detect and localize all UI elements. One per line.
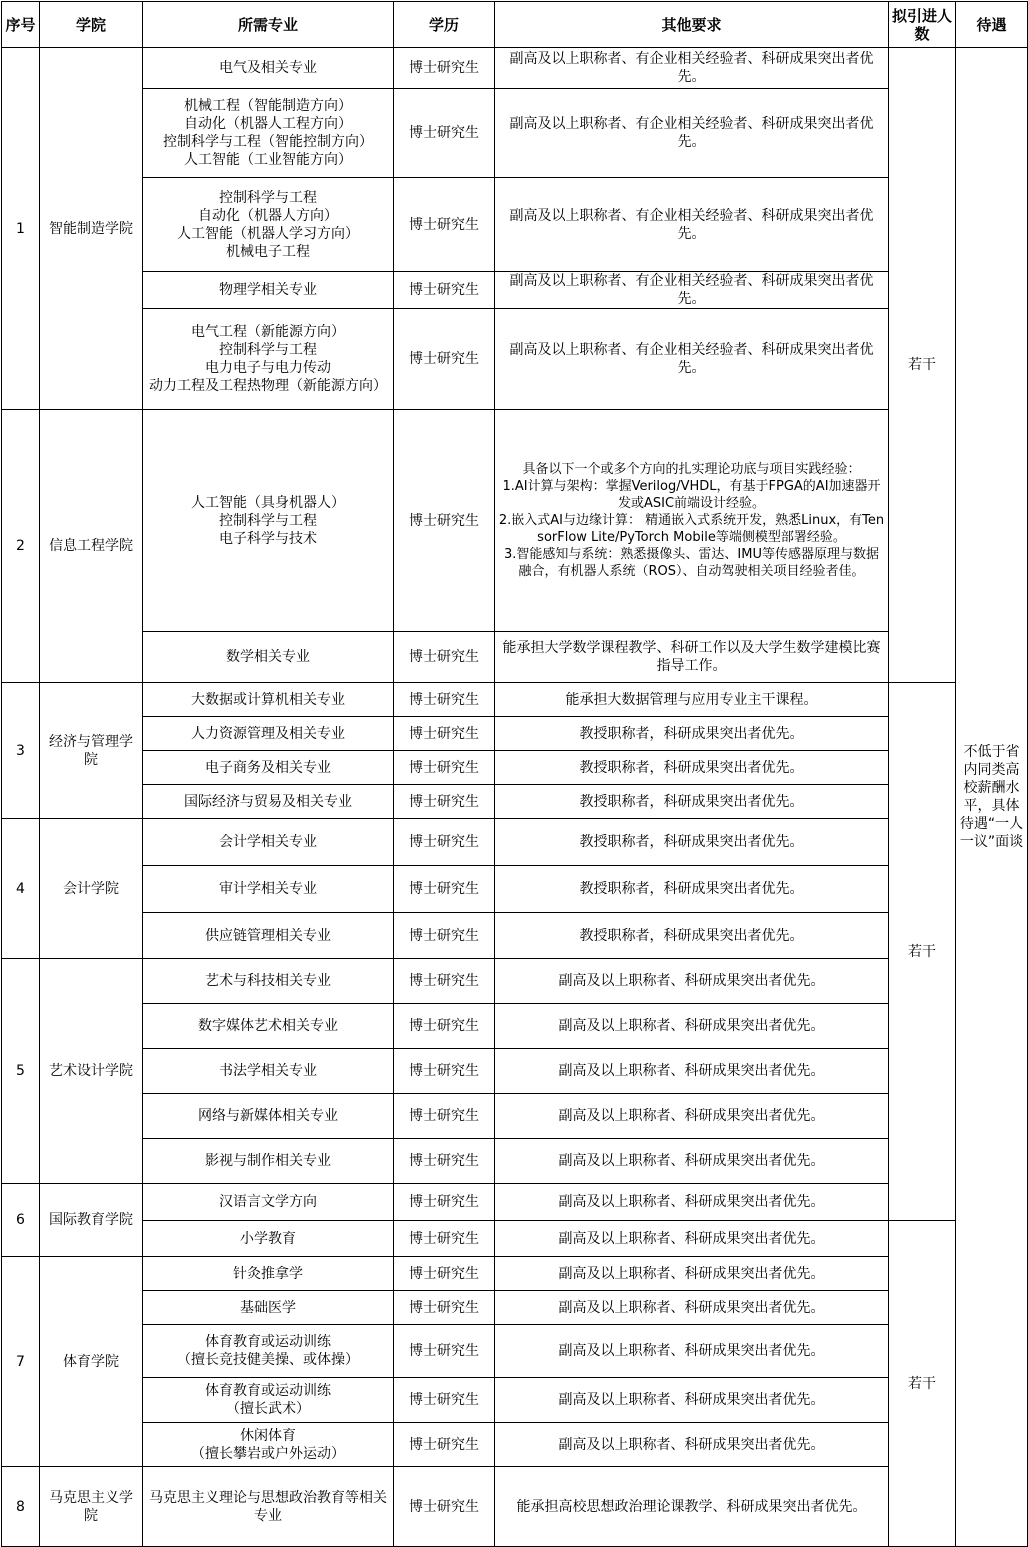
major-cell: 人力资源管理及相关专业 xyxy=(143,717,394,751)
college-cell: 智能制造学院 xyxy=(40,48,143,410)
table-row xyxy=(2,272,1028,309)
table-row xyxy=(2,1325,1028,1378)
table-row xyxy=(2,785,1028,819)
college-cell: 会计学院 xyxy=(40,819,143,959)
degree-cell: 博士研究生 xyxy=(394,1423,495,1467)
seq-cell: 6 xyxy=(2,1184,40,1257)
table-row xyxy=(2,1467,1028,1547)
degree-cell: 博士研究生 xyxy=(394,1049,495,1094)
table-row xyxy=(2,48,1028,89)
count-cell: 若干 xyxy=(889,683,956,1221)
header-major: 所需专业 xyxy=(143,2,394,48)
degree-cell: 博士研究生 xyxy=(394,1139,495,1184)
degree-cell: 博士研究生 xyxy=(394,913,495,959)
table-row xyxy=(2,959,1028,1004)
degree-cell: 博士研究生 xyxy=(394,683,495,717)
requirement-cell: 副高及以上职称者、科研成果突出者优先。 xyxy=(495,1423,889,1467)
header-other: 其他要求 xyxy=(495,2,889,48)
major-cell: 小学教育 xyxy=(143,1221,394,1257)
degree-cell: 博士研究生 xyxy=(394,410,495,632)
degree-cell: 博士研究生 xyxy=(394,959,495,1004)
degree-cell: 博士研究生 xyxy=(394,1467,495,1547)
header-benefit: 待遇 xyxy=(956,2,1028,48)
seq-cell: 5 xyxy=(2,959,40,1184)
table-row xyxy=(2,1094,1028,1139)
seq-cell: 8 xyxy=(2,1467,40,1547)
major-cell: 供应链管理相关专业 xyxy=(143,913,394,959)
degree-cell: 博士研究生 xyxy=(394,272,495,309)
table-row xyxy=(2,1004,1028,1049)
recruitment-table xyxy=(1,1,1028,1547)
requirement-cell: 教授职称者，科研成果突出者优先。 xyxy=(495,866,889,913)
major-cell: 体育教育或运动训练 （擅长武术） xyxy=(143,1378,394,1423)
degree-cell: 博士研究生 xyxy=(394,48,495,89)
degree-cell: 博士研究生 xyxy=(394,1094,495,1139)
major-cell: 马克思主义理论与思想政治教育等相关专业 xyxy=(143,1467,394,1547)
college-cell: 国际教育学院 xyxy=(40,1184,143,1257)
requirement-cell: 能承担大学数学课程教学、科研工作以及大学生数学建模比赛指导工作。 xyxy=(495,632,889,683)
major-cell: 人工智能（具身机器人） 控制科学与工程 电子科学与技术 xyxy=(143,410,394,632)
table-row xyxy=(2,1257,1028,1291)
requirement-cell: 副高及以上职称者、有企业相关经验者、科研成果突出者优先。 xyxy=(495,178,889,272)
degree-cell: 博士研究生 xyxy=(394,751,495,785)
degree-cell: 博士研究生 xyxy=(394,866,495,913)
requirement-cell: 副高及以上职称者、科研成果突出者优先。 xyxy=(495,1221,889,1257)
degree-cell: 博士研究生 xyxy=(394,1291,495,1325)
requirement-cell: 副高及以上职称者、科研成果突出者优先。 xyxy=(495,1139,889,1184)
requirement-cell: 能承担大数据管理与应用专业主干课程。 xyxy=(495,683,889,717)
major-cell: 电气及相关专业 xyxy=(143,48,394,89)
table-row xyxy=(2,717,1028,751)
table-row xyxy=(2,866,1028,913)
major-cell: 机械工程（智能制造方向） 自动化（机器人工程方向） 控制科学与工程（智能控制方向） 人工智能（工业智能方向） xyxy=(143,89,394,178)
requirement-cell: 副高及以上职称者、有企业相关经验者、科研成果突出者优先。 xyxy=(495,48,889,89)
requirement-cell: 副高及以上职称者、科研成果突出者优先。 xyxy=(495,1094,889,1139)
major-cell: 艺术与科技相关专业 xyxy=(143,959,394,1004)
major-cell: 书法学相关专业 xyxy=(143,1049,394,1094)
major-cell: 控制科学与工程 自动化（机器人方向） 人工智能（机器人学习方向） 机械电子工程 xyxy=(143,178,394,272)
requirement-cell: 副高及以上职称者、有企业相关经验者、科研成果突出者优先。 xyxy=(495,272,889,309)
degree-cell: 博士研究生 xyxy=(394,309,495,410)
college-cell: 体育学院 xyxy=(40,1257,143,1467)
degree-cell: 博士研究生 xyxy=(394,1184,495,1221)
major-cell: 影视与制作相关专业 xyxy=(143,1139,394,1184)
major-cell: 电气工程（新能源方向） 控制科学与工程 电力电子与电力传动 动力工程及工程热物理（新能源方向） xyxy=(143,309,394,410)
seq-cell: 2 xyxy=(2,410,40,683)
table-row xyxy=(2,1221,1028,1257)
seq-cell: 4 xyxy=(2,819,40,959)
college-cell: 马克思主义学院 xyxy=(40,1467,143,1547)
requirement-cell: 副高及以上职称者、科研成果突出者优先。 xyxy=(495,1325,889,1378)
requirement-cell: 副高及以上职称者、科研成果突出者优先。 xyxy=(495,1184,889,1221)
header-degree: 学历 xyxy=(394,2,495,48)
requirement-cell: 教授职称者，科研成果突出者优先。 xyxy=(495,785,889,819)
table-row xyxy=(2,819,1028,866)
requirement-cell: 副高及以上职称者、科研成果突出者优先。 xyxy=(495,1291,889,1325)
major-cell: 审计学相关专业 xyxy=(143,866,394,913)
degree-cell: 博士研究生 xyxy=(394,632,495,683)
major-cell: 休闲体育 （擅长攀岩或户外运动） xyxy=(143,1423,394,1467)
degree-cell: 博士研究生 xyxy=(394,89,495,178)
degree-cell: 博士研究生 xyxy=(394,785,495,819)
table-row xyxy=(2,632,1028,683)
major-cell: 物理学相关专业 xyxy=(143,272,394,309)
table-row xyxy=(2,89,1028,178)
table-row xyxy=(2,1139,1028,1184)
table-row xyxy=(2,309,1028,410)
college-cell: 艺术设计学院 xyxy=(40,959,143,1184)
degree-cell: 博士研究生 xyxy=(394,1378,495,1423)
requirement-cell: 教授职称者，科研成果突出者优先。 xyxy=(495,913,889,959)
requirement-cell: 副高及以上职称者、科研成果突出者优先。 xyxy=(495,1049,889,1094)
table-row xyxy=(2,751,1028,785)
college-cell: 信息工程学院 xyxy=(40,410,143,683)
degree-cell: 博士研究生 xyxy=(394,1004,495,1049)
table-row xyxy=(2,1184,1028,1221)
count-cell: 若干 xyxy=(889,1221,956,1547)
major-cell: 网络与新媒体相关专业 xyxy=(143,1094,394,1139)
header-row xyxy=(2,2,1028,48)
major-cell: 电子商务及相关专业 xyxy=(143,751,394,785)
major-cell: 汉语言文学方向 xyxy=(143,1184,394,1221)
header-count: 拟引进人数 xyxy=(889,2,956,48)
requirement-cell: 副高及以上职称者、科研成果突出者优先。 xyxy=(495,1004,889,1049)
requirement-cell: 教授职称者，科研成果突出者优先。 xyxy=(495,717,889,751)
requirement-cell: 能承担高校思想政治理论课教学、科研成果突出者优先。 xyxy=(495,1467,889,1547)
degree-cell: 博士研究生 xyxy=(394,717,495,751)
requirement-cell: 教授职称者，科研成果突出者优先。 xyxy=(495,751,889,785)
requirement-cell: 教授职称者，科研成果突出者优先。 xyxy=(495,819,889,866)
seq-cell: 3 xyxy=(2,683,40,819)
major-cell: 数字媒体艺术相关专业 xyxy=(143,1004,394,1049)
major-cell: 体育教育或运动训练 （擅长竞技健美操、或体操） xyxy=(143,1325,394,1378)
benefit-cell: 不低于省内同类高校薪酬水平，具体待遇“一人一议”面谈 xyxy=(956,48,1028,1547)
table-row xyxy=(2,913,1028,959)
count-cell: 若干 xyxy=(889,48,956,683)
table-row xyxy=(2,1291,1028,1325)
table-row xyxy=(2,1049,1028,1094)
degree-cell: 博士研究生 xyxy=(394,178,495,272)
seq-cell: 1 xyxy=(2,48,40,410)
major-cell: 国际经济与贸易及相关专业 xyxy=(143,785,394,819)
requirement-cell: 副高及以上职称者、科研成果突出者优先。 xyxy=(495,959,889,1004)
requirement-cell: 副高及以上职称者、科研成果突出者优先。 xyxy=(495,1257,889,1291)
requirement-cell: 副高及以上职称者、有企业相关经验者、科研成果突出者优先。 xyxy=(495,89,889,178)
major-cell: 数学相关专业 xyxy=(143,632,394,683)
degree-cell: 博士研究生 xyxy=(394,1325,495,1378)
header-college: 学院 xyxy=(40,2,143,48)
requirement-cell: 副高及以上职称者、有企业相关经验者、科研成果突出者优先。 xyxy=(495,309,889,410)
table-row xyxy=(2,1423,1028,1467)
table-row xyxy=(2,410,1028,632)
major-cell: 基础医学 xyxy=(143,1291,394,1325)
degree-cell: 博士研究生 xyxy=(394,819,495,866)
header-seq: 序号 xyxy=(2,2,40,48)
table-row xyxy=(2,683,1028,717)
seq-cell: 7 xyxy=(2,1257,40,1467)
major-cell: 针灸推拿学 xyxy=(143,1257,394,1291)
degree-cell: 博士研究生 xyxy=(394,1257,495,1291)
table-row xyxy=(2,178,1028,272)
college-cell: 经济与管理学院 xyxy=(40,683,143,819)
major-cell: 会计学相关专业 xyxy=(143,819,394,866)
degree-cell: 博士研究生 xyxy=(394,1221,495,1257)
major-cell: 大数据或计算机相关专业 xyxy=(143,683,394,717)
table-row xyxy=(2,1378,1028,1423)
requirement-cell: 具备以下一个或多个方向的扎实理论功底与项目实践经验： 1.AI计算与架构：掌握Verilog/VHDL，有基于FPGA的AI加速器开发或ASIC前端设计经验。 2.嵌入式AI与边缘计算： 精通嵌入式系统开发，熟悉Linux，有TensorFlow Lite/PyTorch Mobile等端侧模型部署经验。 3.智能感知与系统：熟悉摄像头、雷达、IMU等传感器原理与数据融合，有机器人系统（ROS）、自动驾驶相关项目经验者佳。 xyxy=(495,410,889,632)
requirement-cell: 副高及以上职称者、科研成果突出者优先。 xyxy=(495,1378,889,1423)
